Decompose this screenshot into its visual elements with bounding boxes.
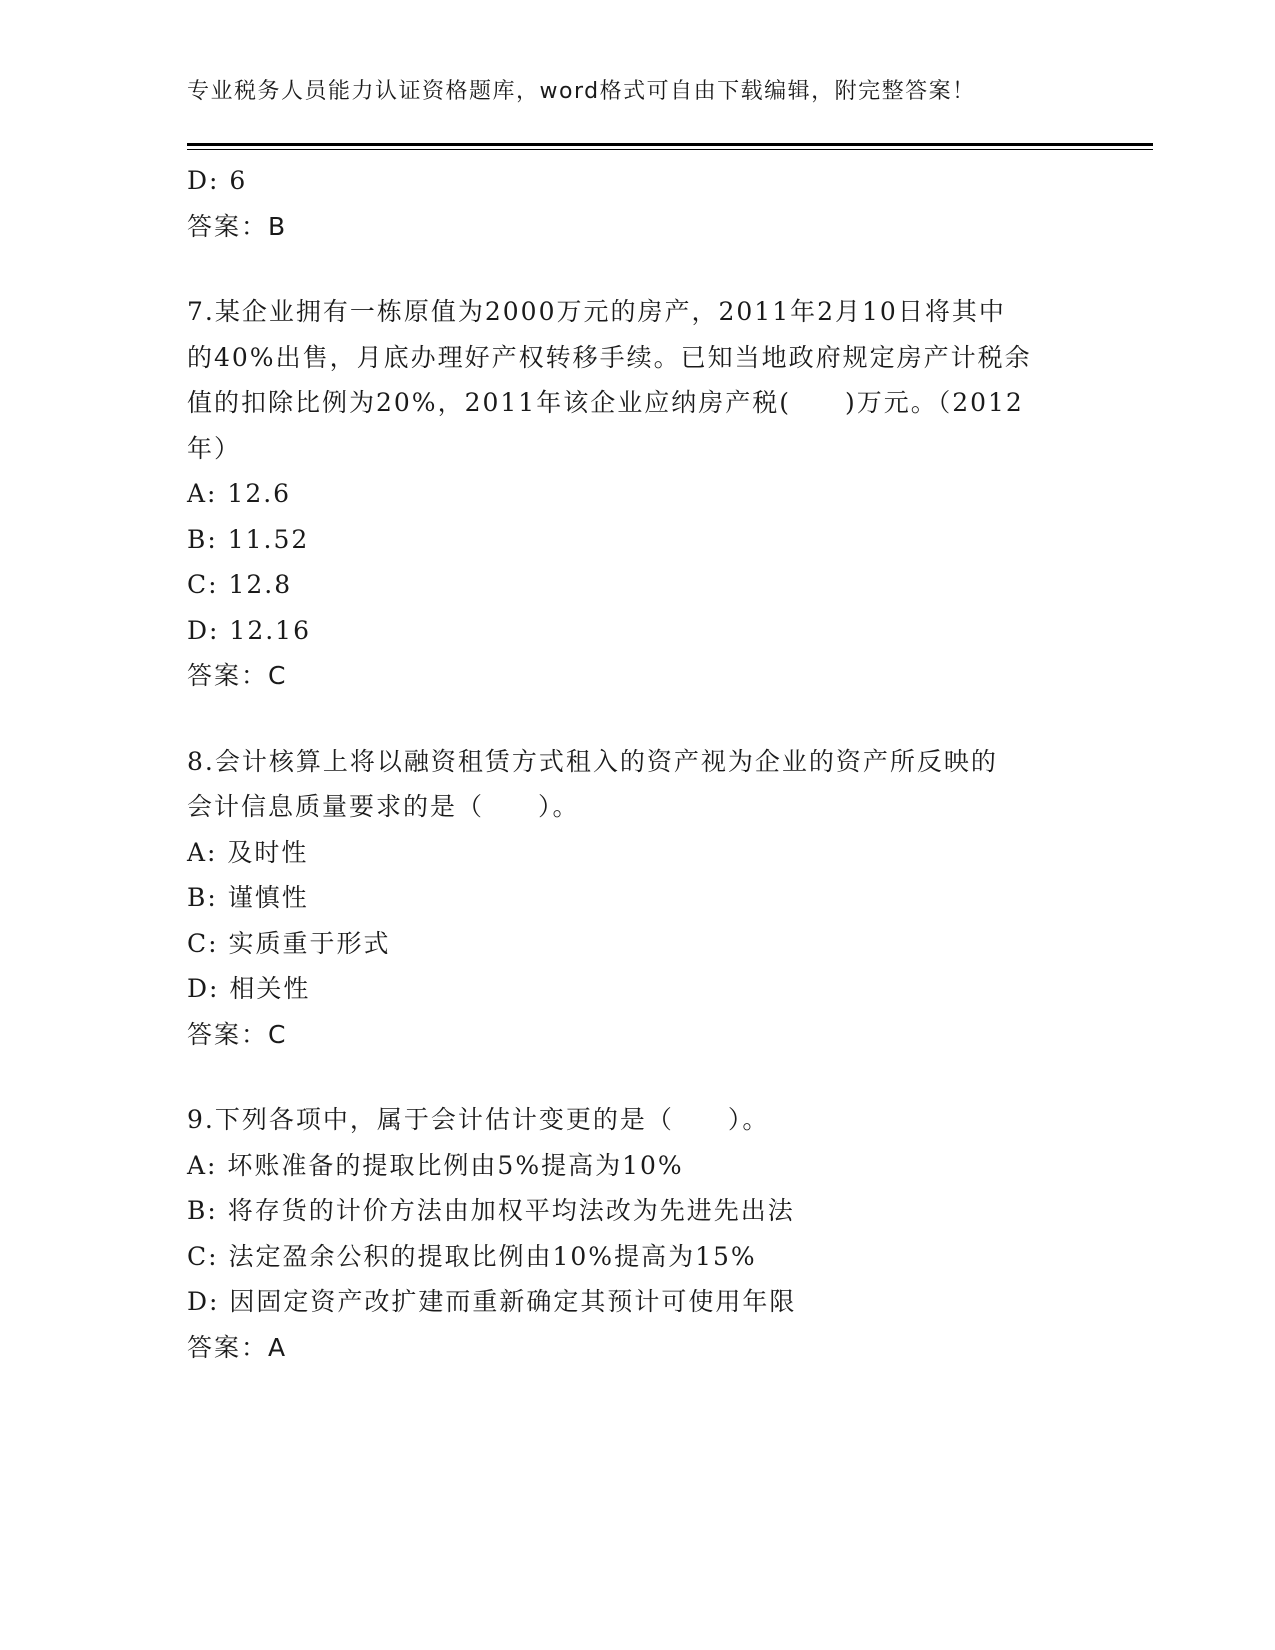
option-d: D: 因固定资产改扩建而重新确定其预计可使用年限 xyxy=(187,1287,797,1316)
answer: 答案：C xyxy=(187,1019,288,1049)
option-d: D: 12.16 xyxy=(187,615,311,645)
question-text-line: 值的扣除比例为20%，2011年该企业应纳房产税( )万元。（2012 xyxy=(187,388,1024,417)
header-rule-thin xyxy=(187,149,1153,150)
answer: 答案：A xyxy=(187,1332,288,1362)
option-b: B: 将存货的计价方法由加权平均法改为先进先出法 xyxy=(187,1196,795,1225)
question-text-line: 年） xyxy=(187,433,242,463)
prev-answer: 答案：B xyxy=(187,211,288,241)
page-header: 专业税务人员能力认证资格题库，word格式可自由下载编辑，附完整答案！ xyxy=(187,79,976,104)
option-c: C: 法定盈余公积的提取比例由10%提高为15% xyxy=(187,1241,757,1271)
question-text-line: 8.会计核算上将以融资租赁方式租入的资产视为企业的资产所反映的 xyxy=(187,746,998,776)
question-text-line: 的40%出售，月底办理好产权转移手续。已知当地政府规定房产计税余 xyxy=(187,342,1032,372)
question-8 xyxy=(187,739,1087,1058)
question-9 xyxy=(187,1097,1087,1370)
answer: 答案：C xyxy=(187,661,288,690)
header-rule-thick xyxy=(187,143,1153,146)
document-body xyxy=(187,158,1087,1370)
option-c: C: 实质重于形式 xyxy=(187,928,391,958)
prev-option-d: D: 6 xyxy=(187,166,248,195)
option-a: A: 及时性 xyxy=(187,837,309,867)
option-c: C: 12.8 xyxy=(187,570,293,599)
option-b: B: 11.52 xyxy=(187,524,310,554)
question-7 xyxy=(187,289,1087,699)
option-a: A: 坏账准备的提取比例由5%提高为10% xyxy=(187,1150,684,1180)
question-text-line: 7.某企业拥有一栋原值为2000万元的房产，2011年2月10日将其中 xyxy=(187,297,1006,326)
question-text-line: 9.下列各项中，属于会计估计变更的是（ ）。 xyxy=(187,1105,770,1134)
question-text-line: 会计信息质量要求的是（ ）。 xyxy=(187,792,580,821)
option-a: A: 12.6 xyxy=(187,479,292,508)
option-b: B: 谨慎性 xyxy=(187,883,309,912)
option-d: D: 相关性 xyxy=(187,974,311,1003)
